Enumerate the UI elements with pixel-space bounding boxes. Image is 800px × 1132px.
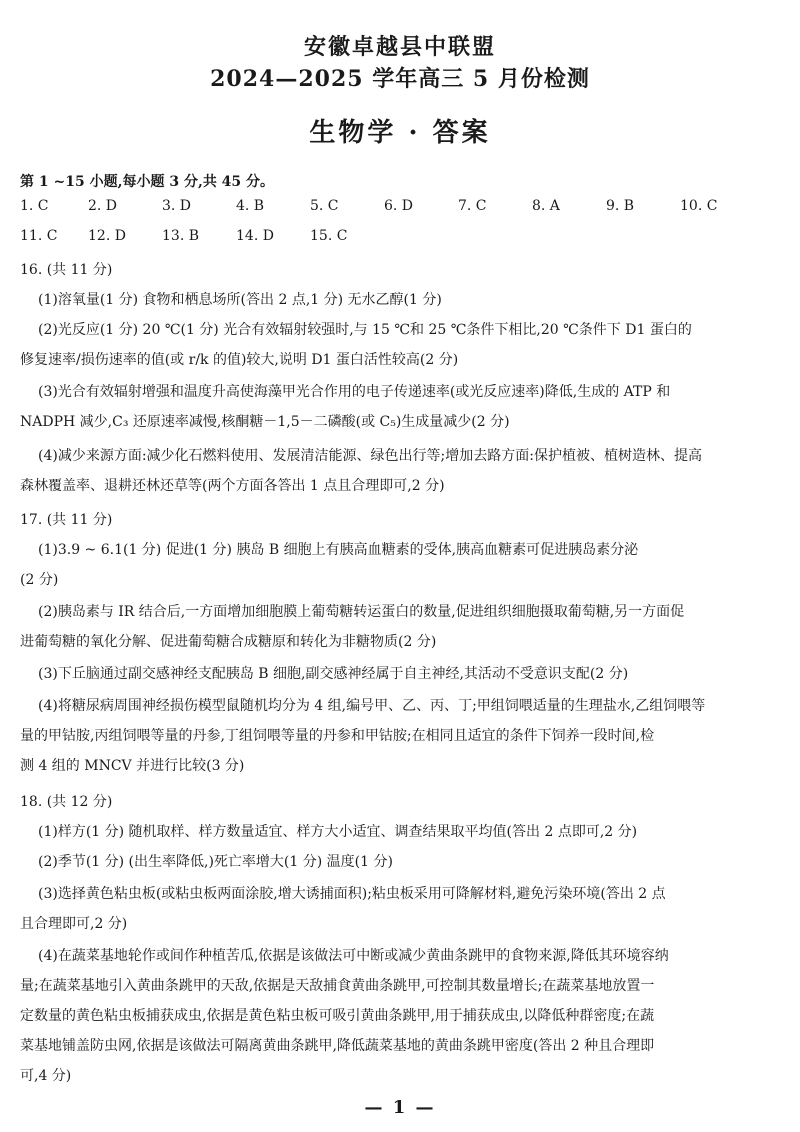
mc-answer: 3. D: [162, 198, 192, 214]
q17-line: (2 分): [20, 572, 59, 588]
q16-line: NADPH 减少,C₃ 还原速率减慢,核酮糖－1,5－二磷酸(或 C₅)生成量减少(2 分): [20, 414, 510, 430]
q17-line: (2)胰岛素与 IR 结合后,一方面增加细胞膜上葡萄糖转运蛋白的数量,促进组织细胞摄取葡萄糖,另一方面促: [38, 604, 685, 620]
page-number: — 1 —: [364, 1097, 436, 1118]
mc-intro: 第 1 ~15 小题,每小题 3 分,共 45 分。: [20, 174, 275, 190]
subject-title: 生物学 · 答案: [309, 118, 491, 148]
q18-line: 且合理即可,2 分): [20, 916, 128, 932]
q17-line: 进葡萄糖的氧化分解、促进葡萄糖合成糖原和转化为非糖物质(2 分): [20, 634, 437, 650]
q18-heading: 18. (共 12 分): [20, 794, 113, 810]
mc-answer: 8. A: [532, 198, 560, 214]
mc-answer: 14. D: [236, 228, 274, 244]
mc-answer: 13. B: [162, 228, 200, 244]
q16-line: (3)光合有效辐射增强和温度升高使海藻甲光合作用的电子传递速率(或光反应速率)降低,生成的 ATP 和: [38, 384, 671, 400]
mc-answer: 2. D: [88, 198, 118, 214]
q16-line: (1)溶氧量(1 分) 食物和栖息场所(答出 2 点,1 分) 无水乙醇(1 分): [38, 292, 442, 308]
q17-line: (1)3.9 ~ 6.1(1 分) 促进(1 分) 胰岛 B 细胞上有胰高血糖素的受体,胰高血糖素可促进胰岛素分泌: [38, 542, 639, 558]
q17-line: 量的甲钴胺,丙组饲喂等量的丹参,丁组饲喂等量的丹参和甲钴胺;在相同且适宜的条件下饲养一段时间,检: [20, 728, 655, 744]
q17-line: (4)将糖尿病周围神经损伤模型鼠随机均分为 4 组,编号甲、乙、丙、丁;甲组饲喂适量的生理盐水,乙组饲喂等: [38, 698, 706, 714]
mc-answer: 12. D: [88, 228, 126, 244]
q17-heading: 17. (共 11 分): [20, 512, 113, 528]
mc-answer: 11. C: [20, 228, 58, 244]
alliance-title: 安徽卓越县中联盟: [303, 34, 496, 60]
mc-answer: 6. D: [384, 198, 414, 214]
q18-line: (2)季节(1 分) (出生率降低,)死亡率增大(1 分) 温度(1 分): [38, 854, 393, 870]
q18-line: (4)在蔬菜基地轮作或间作种植苦瓜,依据是该做法可中断或减少黄曲条跳甲的食物来源,降低其环境容纳: [38, 948, 669, 964]
q16-heading: 16. (共 11 分): [20, 262, 113, 278]
q16-line: 森林覆盖率、退耕还林还草等(两个方面各答出 1 点且合理即可,2 分): [20, 478, 445, 494]
q18-line: 可,4 分): [20, 1068, 72, 1084]
exam-title: 2024—2025 学年高三 5 月份检测: [210, 66, 590, 92]
mc-answer: 9. B: [606, 198, 635, 214]
mc-answer: 5. C: [310, 198, 339, 214]
mc-answer: 7. C: [458, 198, 487, 214]
q18-line: (1)样方(1 分) 随机取样、样方数量适宜、样方大小适宜、调查结果取平均值(答出 2 点即可,2 分): [38, 824, 638, 840]
mc-answer: 1. C: [20, 198, 49, 214]
mc-answer: 15. C: [310, 228, 348, 244]
mc-answer: 4. B: [236, 198, 265, 214]
q16-line: (4)减少来源方面:减少化石燃料使用、发展清洁能源、绿色出行等;增加去路方面:保护植被、植树造林、提高: [38, 448, 702, 464]
q17-line: 测 4 组的 MNCV 并进行比较(3 分): [20, 758, 245, 774]
q16-line: (2)光反应(1 分) 20 ℃(1 分) 光合有效辐射较强时,与 15 ℃和 25 ℃条件下相比,20 ℃条件下 D1 蛋白的: [38, 322, 692, 338]
q16-line: 修复速率/损伤速率的值(或 r/k 的值)较大,说明 D1 蛋白活性较高(2 分): [20, 352, 459, 368]
q18-line: 定数量的黄色粘虫板捕获成虫,依据是黄色粘虫板可吸引黄曲条跳甲,用于捕获成虫,以降低种群密度;在蔬: [20, 1008, 655, 1024]
q18-line: 菜基地铺盖防虫网,依据是该做法可隔离黄曲条跳甲,降低蔬菜基地的黄曲条跳甲密度(答出 2 种且合理即: [20, 1038, 655, 1054]
q18-line: 量;在蔬菜基地引入黄曲条跳甲的天敌,依据是天敌捕食黄曲条跳甲,可控制其数量增长;在蔬菜基地放置一: [20, 978, 655, 994]
q18-line: (3)选择黄色粘虫板(或粘虫板两面涂胶,增大诱捕面积);粘虫板采用可降解材料,避免污染环境(答出 2 点: [38, 886, 666, 902]
q17-line: (3)下丘脑通过副交感神经支配胰岛 B 细胞,副交感神经属于自主神经,其活动不受意识支配(2 分): [38, 666, 629, 682]
mc-answer: 10. C: [680, 198, 718, 214]
